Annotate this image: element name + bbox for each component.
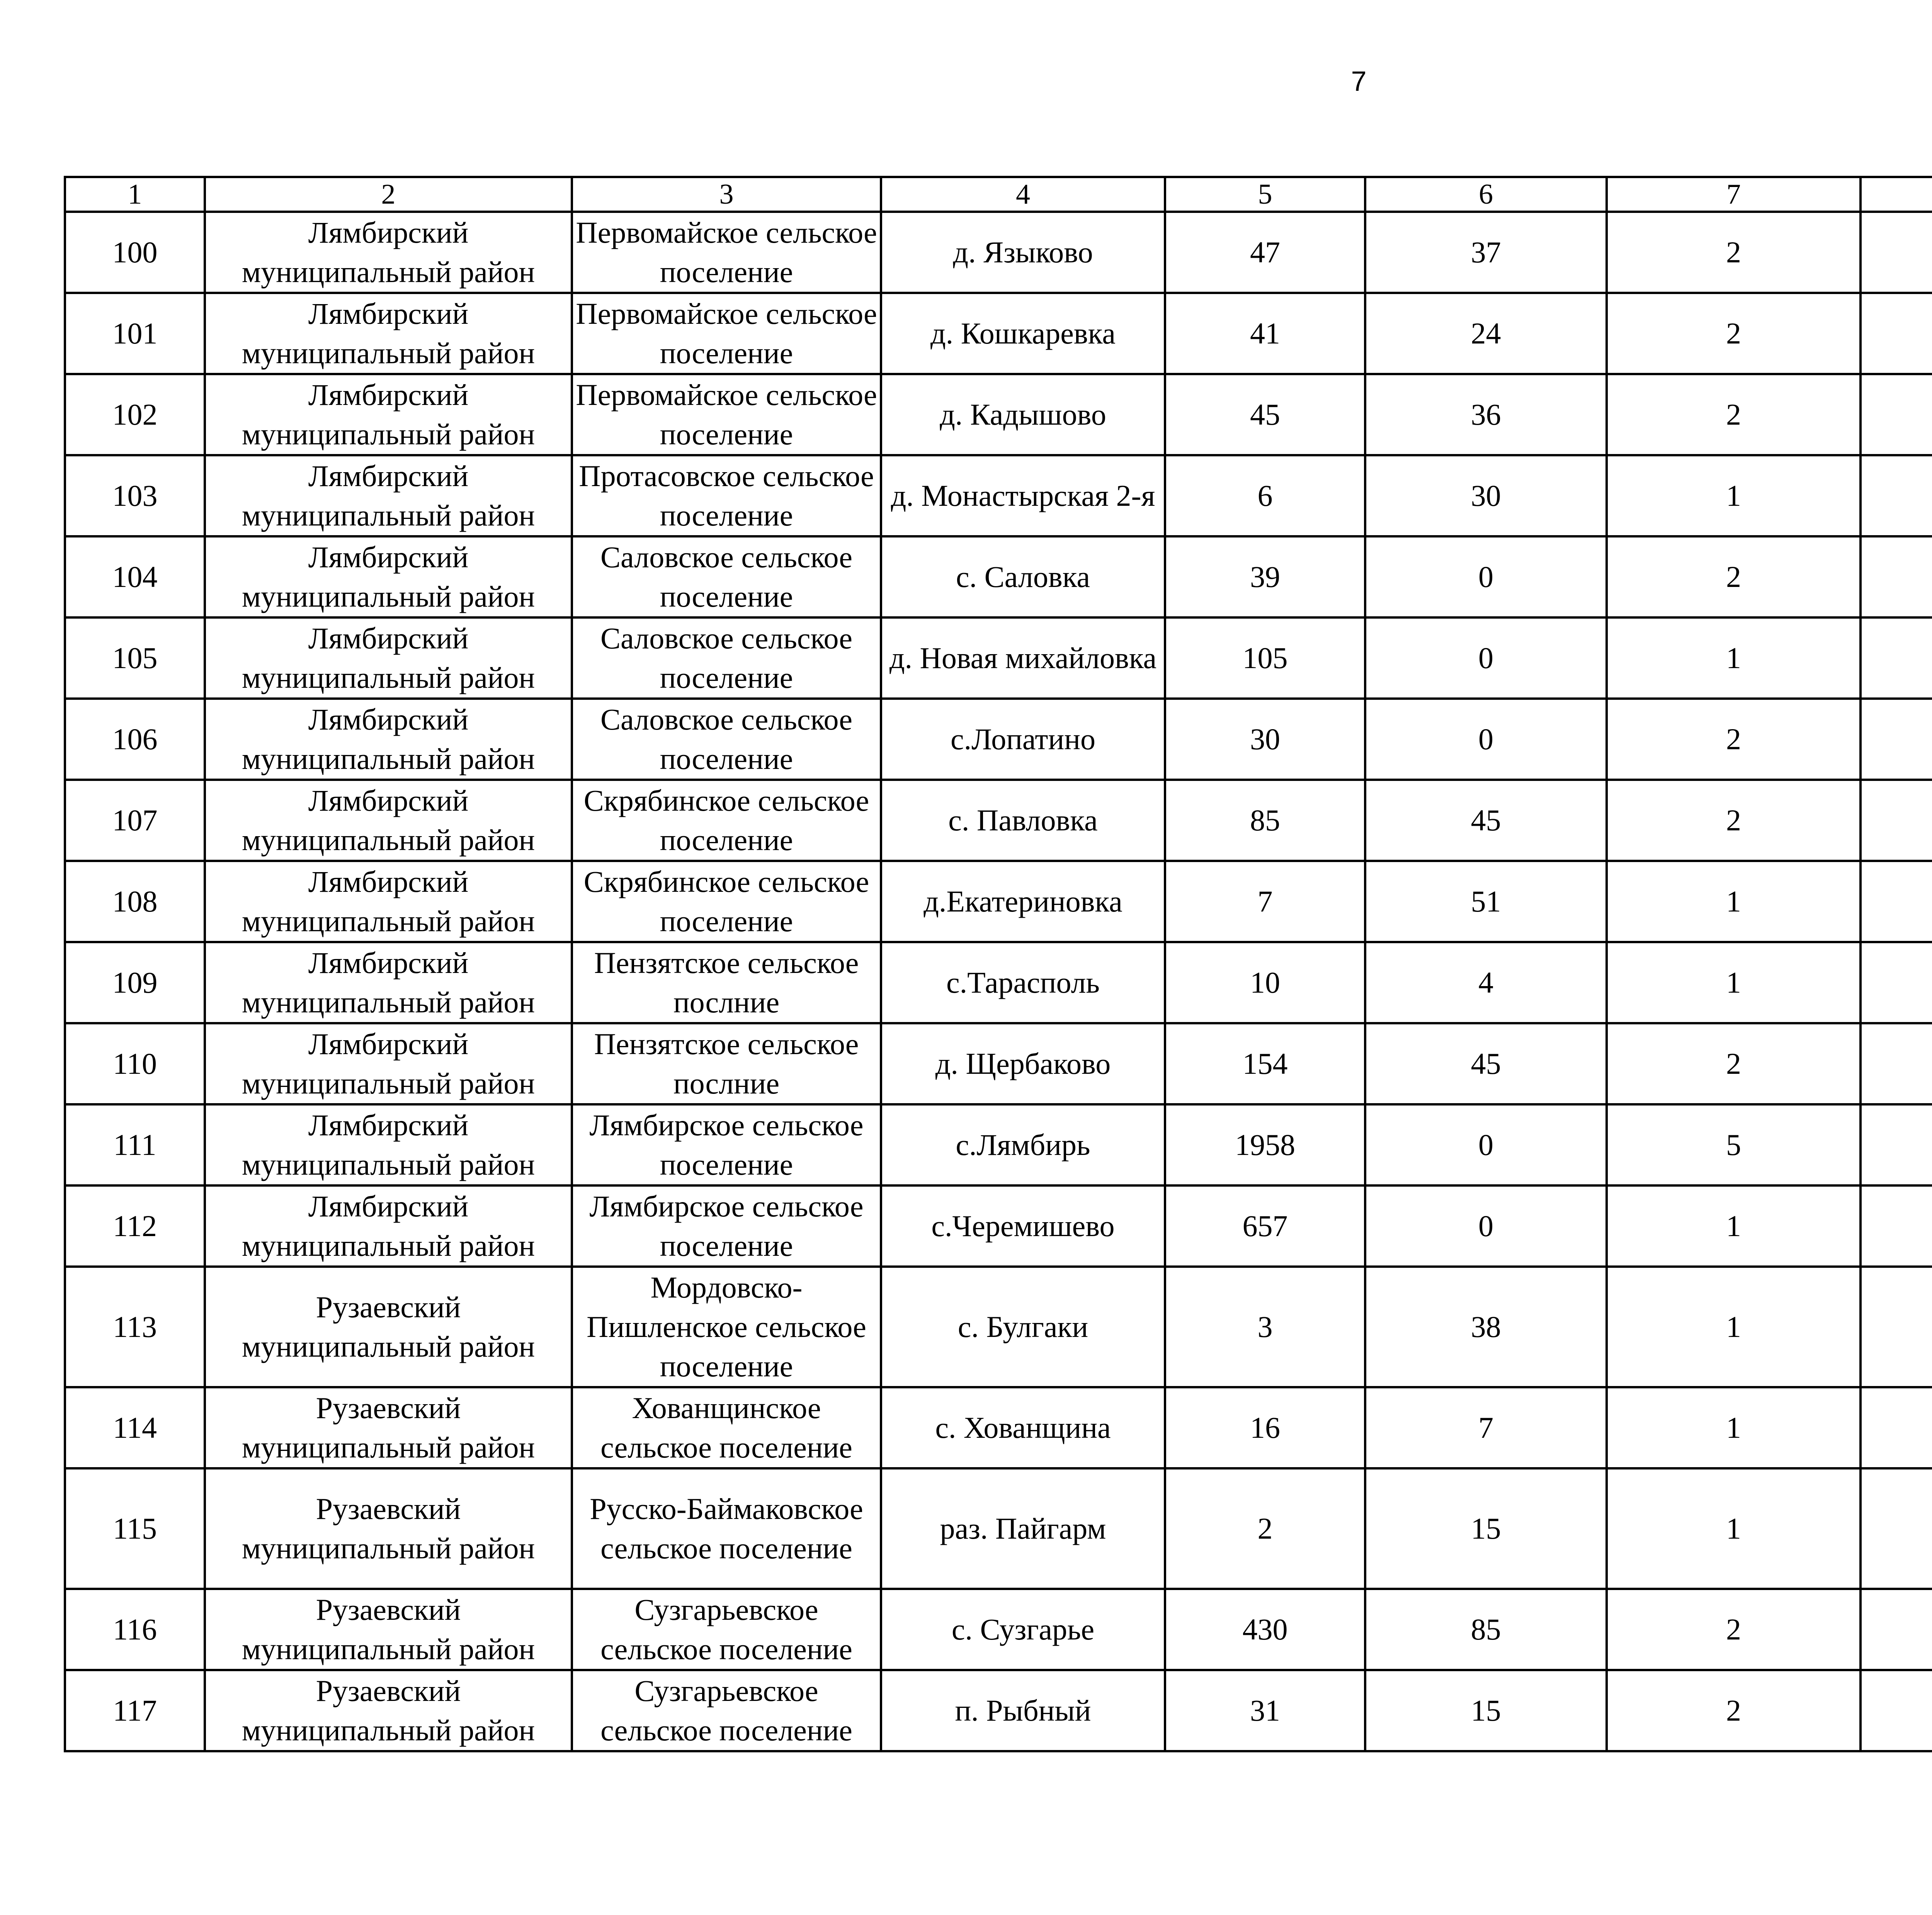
table-cell: 31 [1165,1670,1365,1751]
table-cell: Пензятское сельское послние [572,942,881,1023]
table-cell: Лямбирский муниципальный район [205,374,572,455]
table-cell: Лямбирский муниципальный район [205,536,572,617]
table-cell: 2 [1607,1670,1861,1751]
table-row [65,374,1932,455]
table-row [65,1387,1932,1468]
table-cell: Рузаевский муниципальный район [205,1468,572,1589]
table-cell: Сузгарьевское сельское поселение [572,1589,881,1670]
table-cell: 16 [1165,1387,1365,1468]
table-cell: с. Булгаки [881,1267,1165,1387]
table-cell: Хованщинское сельское поселение [572,1387,881,1468]
table-cell: 104 [65,536,205,617]
table-cell: 0 [1365,617,1607,699]
table-cell [1861,942,1932,1023]
table-cell [1861,1104,1932,1185]
table-cell: 101 [65,293,205,374]
column-header: 3 [572,177,881,212]
table-row [65,1589,1932,1670]
table-cell: 38 [1365,1267,1607,1387]
column-header: 4 [881,177,1165,212]
table-cell [1861,861,1932,942]
table-cell: 4 [1365,942,1607,1023]
table-cell: Лямбирский муниципальный район [205,1104,572,1185]
table-cell [1861,1267,1932,1387]
table-cell: 2 [1165,1468,1365,1589]
table-cell: с. Саловка [881,536,1165,617]
table-cell: Лямбирский муниципальный район [205,455,572,536]
table-cell: 85 [1165,780,1365,861]
table-cell: 2 [1607,293,1861,374]
table-row [65,780,1932,861]
table-cell: Лямбирский муниципальный район [205,861,572,942]
table-cell: 24 [1365,293,1607,374]
table-cell [1861,212,1932,293]
table-cell: 30 [1165,699,1365,780]
table-cell [1861,455,1932,536]
table-cell: 1 [1607,861,1861,942]
table-cell: 0 [1365,1185,1607,1267]
table-cell: Лямбирский муниципальный район [205,1023,572,1104]
table-cell [1861,1387,1932,1468]
table-row [65,1670,1932,1751]
table-cell: 2 [1607,1589,1861,1670]
table-cell: 113 [65,1267,205,1387]
column-header [1861,177,1932,212]
table-cell [1861,1670,1932,1751]
table-cell: 15 [1365,1670,1607,1751]
table-cell: 39 [1165,536,1365,617]
column-header: 6 [1365,177,1607,212]
table-cell: Саловское сельское поселение [572,617,881,699]
table-cell: 102 [65,374,205,455]
table-row [65,293,1932,374]
table-cell: Скрябинское сельское поселение [572,861,881,942]
table-cell: Лямбирский муниципальный район [205,699,572,780]
table-cell [1861,374,1932,455]
table-row [65,617,1932,699]
table-cell: 116 [65,1589,205,1670]
table-cell: 115 [65,1468,205,1589]
page-number: 7 [1351,66,1367,97]
table-cell: д.Екатериновка [881,861,1165,942]
table-cell: 2 [1607,1023,1861,1104]
table-cell: с.Лямбирь [881,1104,1165,1185]
table-cell: Саловское сельское поселение [572,699,881,780]
table-cell [1861,1468,1932,1589]
table-cell: 110 [65,1023,205,1104]
table-cell: 45 [1165,374,1365,455]
column-header: 1 [65,177,205,212]
table-cell: Рузаевский муниципальный район [205,1387,572,1468]
table-cell: Лямбирский муниципальный район [205,212,572,293]
table-cell: Рузаевский муниципальный район [205,1589,572,1670]
table-cell: 105 [1165,617,1365,699]
table-cell [1861,1589,1932,1670]
table-cell: с.Тарасполь [881,942,1165,1023]
table-cell: 2 [1607,374,1861,455]
table-cell: 47 [1165,212,1365,293]
table-cell: Лямбирский муниципальный район [205,942,572,1023]
table-cell: 7 [1365,1387,1607,1468]
table-cell: 30 [1365,455,1607,536]
table-cell: 6 [1165,455,1365,536]
table-row [65,1104,1932,1185]
table-cell [1861,699,1932,780]
table-cell: 154 [1165,1023,1365,1104]
table-cell [1861,1185,1932,1267]
table-cell: Лямбирский муниципальный район [205,780,572,861]
table-cell: 36 [1365,374,1607,455]
table-cell: д. Монастырская 2-я [881,455,1165,536]
table-cell: 0 [1365,536,1607,617]
table-cell: Первомайское сельское поселение [572,374,881,455]
table-cell: д. Щербаково [881,1023,1165,1104]
table-cell: 112 [65,1185,205,1267]
data-table [64,176,1932,1752]
table-cell: с. Сузгарье [881,1589,1165,1670]
table-cell: Лямбирский муниципальный район [205,293,572,374]
table-cell: Рузаевский муниципальный район [205,1267,572,1387]
table-cell: Русско-Баймаковское сельское поселение [572,1468,881,1589]
table-cell: 1 [1607,455,1861,536]
table-cell: 45 [1365,1023,1607,1104]
table-cell: 1 [1607,1185,1861,1267]
table-cell: 2 [1607,536,1861,617]
table-cell: 15 [1365,1468,1607,1589]
table-cell: 2 [1607,780,1861,861]
table-cell: Скрябинское сельское поселение [572,780,881,861]
table-cell: 1 [1607,942,1861,1023]
table-row [65,1468,1932,1589]
table-cell: Первомайское сельское поселение [572,212,881,293]
table-cell: 430 [1165,1589,1365,1670]
table-row [65,1023,1932,1104]
table-cell: 114 [65,1387,205,1468]
table-cell: 45 [1365,780,1607,861]
table-cell: Лямбирский муниципальный район [205,617,572,699]
table-row [65,861,1932,942]
table-cell: Протасовское сельское поселение [572,455,881,536]
table-cell: 1 [1607,617,1861,699]
table-cell: 0 [1365,699,1607,780]
table-cell: 111 [65,1104,205,1185]
table-row [65,212,1932,293]
table-cell: 37 [1365,212,1607,293]
table-cell: 0 [1365,1104,1607,1185]
table-cell: 1 [1607,1387,1861,1468]
table-cell: 103 [65,455,205,536]
table-cell: 108 [65,861,205,942]
column-header: 5 [1165,177,1365,212]
table-cell: Рузаевский муниципальный район [205,1670,572,1751]
table-cell: 10 [1165,942,1365,1023]
table-cell: Мордовско-Пишленское сельское поселение [572,1267,881,1387]
table-cell: с. Павловка [881,780,1165,861]
table-cell: д. Новая михайловка [881,617,1165,699]
table-cell: Первомайское сельское поселение [572,293,881,374]
table-cell: 107 [65,780,205,861]
table-cell: с. Хованщина [881,1387,1165,1468]
table-row [65,1267,1932,1387]
table-cell: 100 [65,212,205,293]
table-cell: Пензятское сельское послние [572,1023,881,1104]
table-cell [1861,536,1932,617]
table-cell: 51 [1365,861,1607,942]
table-cell: 109 [65,942,205,1023]
table-cell: Лямбирское сельское поселение [572,1104,881,1185]
table-cell: Лямбирское сельское поселение [572,1185,881,1267]
table-cell: д. Кошкаревка [881,293,1165,374]
table-cell: с.Черемишево [881,1185,1165,1267]
table-cell: Лямбирский муниципальный район [205,1185,572,1267]
table-row [65,536,1932,617]
table-row [65,1185,1932,1267]
table-cell: 85 [1365,1589,1607,1670]
table-cell: 105 [65,617,205,699]
table-cell: 106 [65,699,205,780]
table-cell [1861,293,1932,374]
table-cell [1861,617,1932,699]
column-header: 2 [205,177,572,212]
table-row [65,942,1932,1023]
table-cell [1861,1023,1932,1104]
table-cell: 657 [1165,1185,1365,1267]
table-cell: 1 [1607,1468,1861,1589]
table-cell: 3 [1165,1267,1365,1387]
table-cell: д. Языково [881,212,1165,293]
table-cell [1861,780,1932,861]
column-header: 7 [1607,177,1861,212]
table-cell: 1 [1607,1267,1861,1387]
table-cell: 2 [1607,699,1861,780]
header-row [65,177,1932,212]
table-cell: раз. Пайгарм [881,1468,1165,1589]
table-cell: 7 [1165,861,1365,942]
table-cell: 5 [1607,1104,1861,1185]
table-cell: Сузгарьевское сельское поселение [572,1670,881,1751]
table-cell: Саловское сельское поселение [572,536,881,617]
table-cell: д. Кадышово [881,374,1165,455]
table-row [65,699,1932,780]
table-cell: п. Рыбный [881,1670,1165,1751]
table-row [65,455,1932,536]
table-cell: 41 [1165,293,1365,374]
table-cell: с.Лопатино [881,699,1165,780]
table-cell: 2 [1607,212,1861,293]
table-cell: 1958 [1165,1104,1365,1185]
table-cell: 117 [65,1670,205,1751]
